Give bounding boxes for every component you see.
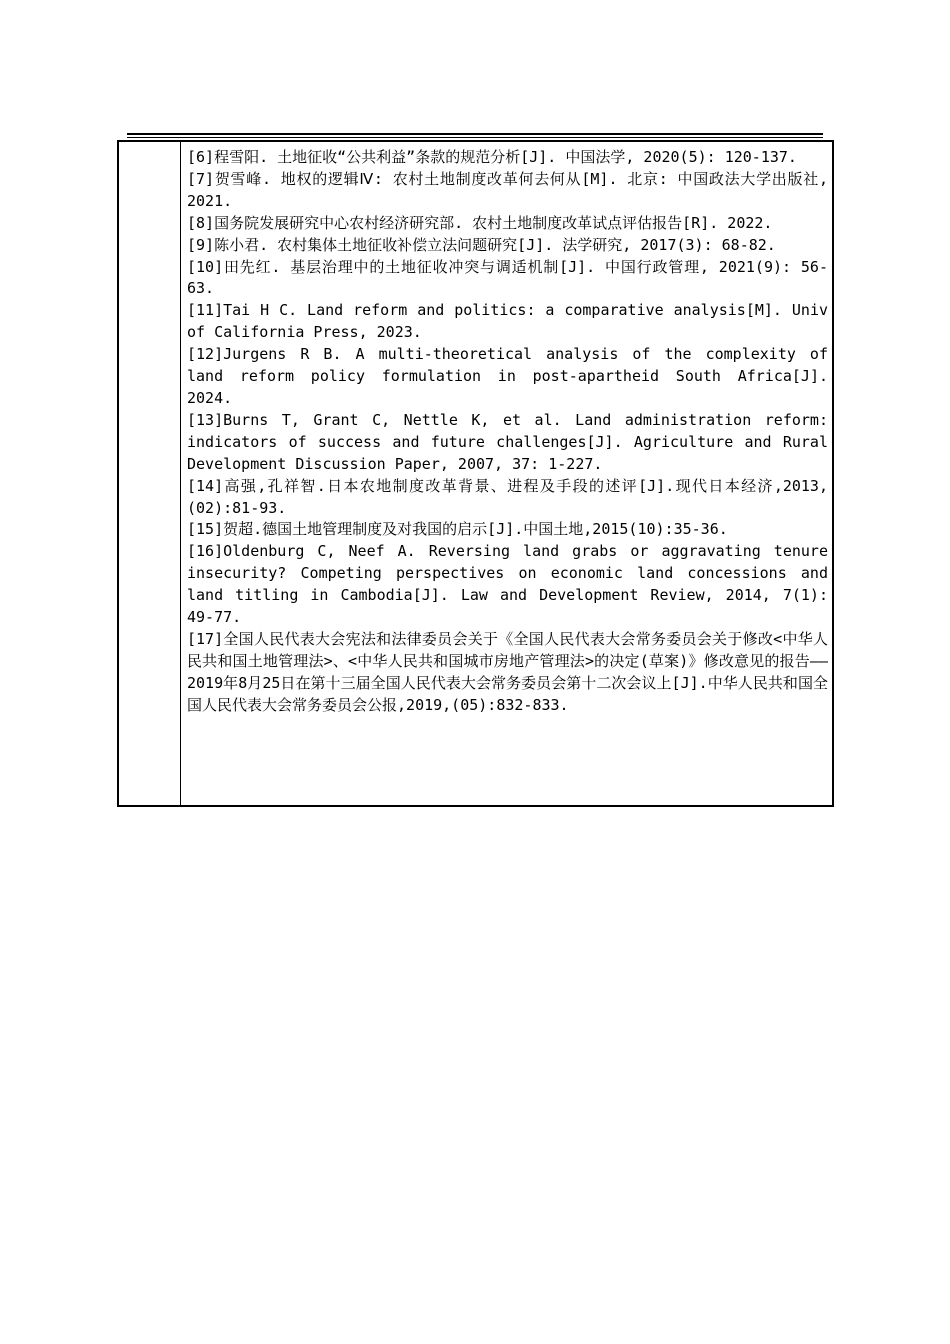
reference-item-12: [187, 344, 828, 410]
reference-text: 全国人民代表大会宪法和法律委员会关于《全国人民代表大会常务委员会关于修改<中华人民共和国土地管理法>、<中华人民共和国城市房地产管理法>的决定(草案)》修改意见的报告——2019年8月25日在第十三届全国人民代表大会常务委员会第十二次会议上[J].中华人民共和国全国人民代表大会常务委员会公报,2019,(05):832-833.: [187, 629, 828, 714]
reference-text: 高强,孔祥智.日本农地制度改革背景、进程及手段的述评[J].现代日本经济,2013,(02):81-93.: [187, 476, 828, 517]
reference-item-11: [187, 300, 828, 344]
reference-text: 陈小君. 农村集体土地征收补偿立法问题研究[J]. 法学研究, 2017(3): 68-82.: [214, 235, 776, 254]
reference-item-14: [187, 476, 828, 520]
reference-item-7: [187, 169, 828, 213]
top-rule-inner: [127, 137, 823, 138]
reference-table: [117, 140, 834, 807]
reference-text: 田先红. 基层治理中的土地征收冲突与调适机制[J]. 中国行政管理, 2021(9): 56-63.: [187, 257, 828, 298]
reference-label: [16]: [187, 542, 224, 561]
reference-item-13: [187, 410, 828, 476]
reference-text: Tai H C. Land reform and politics: a comparative analysis[M]. Univ of California Press, 2023.: [187, 301, 828, 342]
reference-text: Jurgens R B. A multi-theoretical analysis of the complexity of land reform policy formulation in post-apartheid South Africa[J]. 2024.: [187, 345, 828, 407]
reference-label: [11]: [187, 301, 224, 320]
reference-item-17: [187, 629, 828, 717]
reference-label: [9]: [187, 235, 215, 254]
reference-label: [8]: [187, 213, 215, 232]
reference-label: [7]: [187, 169, 215, 188]
reference-item-8: [187, 213, 828, 235]
reference-label: [14]: [187, 476, 224, 495]
reference-label: [12]: [187, 345, 224, 364]
reference-label: [6]: [187, 148, 215, 166]
reference-label: [13]: [187, 410, 224, 429]
reference-text: Oldenburg C, Neef A. Reversing land grabs or aggravating tenure insecurity? Competing perspectives on economic land concessions and land titling in Cambodia[J]. Law and Development Review, 2014, 7(1): 49-77.: [187, 542, 828, 627]
reference-text: Burns T, Grant C, Nettle K, et al. Land administration reform: indicators of success and future challenges[J]. Agriculture and Rural Development Discussion Paper, 2007, 37: 1-227.: [187, 410, 828, 473]
reference-text: 贺雪峰. 地权的逻辑Ⅳ: 农村土地制度改革何去何从[M]. 北京: 中国政法大学出版社, 2021.: [187, 169, 828, 210]
reference-item-9: [187, 235, 828, 257]
top-rule: [127, 133, 823, 135]
reference-item-6: [187, 147, 828, 169]
reference-item-16: [187, 541, 828, 629]
reference-text: 国务院发展研究中心农村经济研究部. 农村土地制度改革试点评估报告[R]. 2022.: [214, 213, 773, 232]
reference-label: [15]: [187, 520, 224, 539]
reference-text: 贺超.德国土地管理制度及对我国的启示[J].中国土地,2015(10):35-36.: [223, 520, 728, 539]
reference-item-10: [187, 257, 828, 301]
reference-list: [181, 142, 832, 805]
table-left-cell: [119, 142, 181, 805]
reference-label: [10]: [187, 257, 224, 276]
reference-item-15: [187, 519, 828, 541]
reference-text: 程雪阳. 土地征收“公共利益”条款的规范分析[J]. 中国法学, 2020(5): 120-137.: [214, 148, 797, 166]
reference-label: [17]: [187, 629, 224, 648]
